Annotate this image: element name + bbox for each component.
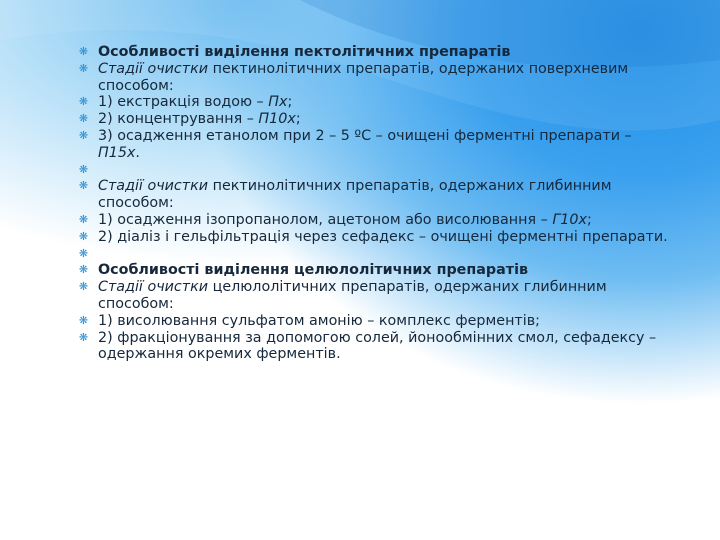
- bullet-icon: ❋: [78, 212, 89, 226]
- bullet-icon: ❋: [78, 280, 89, 294]
- bullet-text: 1) висолювання сульфатом амонію – комплекс ферментів;: [98, 312, 540, 329]
- bullet-item: [78, 229, 678, 246]
- bullet-item: [78, 111, 678, 128]
- bullet-text: Стадії очистки: [98, 60, 209, 77]
- bullet-icon: ❋: [78, 95, 89, 109]
- bullet-item: [78, 162, 678, 179]
- bullet-item: [78, 44, 678, 61]
- bullet-text: ;: [295, 111, 301, 128]
- bullet-icon: ❋: [78, 229, 89, 243]
- bullet-item: [78, 313, 678, 330]
- slide-body: [78, 44, 678, 363]
- bullet-icon: ❋: [78, 330, 89, 344]
- bullet-text: целюлолітичних препаратів, одержаних глибинним способом:: [98, 279, 607, 312]
- bullet-icon: ❋: [78, 162, 89, 176]
- bullet-icon: ❋: [78, 112, 89, 126]
- bullet-text: Стадії очистки: [98, 279, 209, 296]
- bullet-icon: ❋: [78, 45, 89, 58]
- bullet-text: 1) осадження ізопропанолом, ацетоном або висолювання –: [98, 211, 553, 228]
- bullet-item: [78, 94, 678, 111]
- bullet-text: Особливості виділення целюлолітичних препаратів: [98, 262, 529, 279]
- bullet-text: Пх: [268, 94, 288, 111]
- bullet-text: пектинолітичних препаратів, одержаних поверхневим способом:: [98, 60, 629, 94]
- bullet-icon: ❋: [78, 246, 89, 260]
- bullet-text: 3) осадження етанолом при 2 – 5 ºС – очищені ферментні препарати –: [98, 127, 632, 144]
- bullet-text: 1) екстракція водою –: [98, 94, 269, 111]
- bullet-icon: ❋: [78, 263, 89, 277]
- bullet-text: П15х: [98, 144, 136, 161]
- bullet-text: Г10х: [552, 211, 587, 228]
- bullet-text: 2) фракціонування за допомогою солей, йонообмінних смол, сефадексу – одержання окремих ферментів.: [98, 329, 657, 363]
- bullet-text: Стадії очистки: [98, 178, 209, 195]
- bullet-icon: ❋: [78, 61, 89, 75]
- bullet-text: .: [135, 144, 140, 161]
- bullet-text: ;: [287, 94, 293, 111]
- bullet-item: [78, 128, 678, 162]
- bullet-text: пектинолітичних препаратів, одержаних глибинним способом:: [98, 178, 612, 212]
- bullet-item: [78, 178, 678, 212]
- bullet-text: 2) концентрування –: [98, 111, 259, 128]
- bullet-text: Особливості виділення пектолітичних препаратів: [98, 44, 511, 60]
- bullet-icon: ❋: [78, 313, 89, 327]
- bullet-item: [78, 61, 678, 95]
- bullet-icon: ❋: [78, 128, 89, 142]
- bullet-item: [78, 246, 678, 263]
- bullet-text: П10х: [258, 111, 296, 128]
- bullet-text: ;: [586, 211, 592, 228]
- bullet-text: 2) діаліз і гельфільтрація через сефадекс – очищені ферментні препарати.: [98, 228, 668, 245]
- bullet-item: [78, 279, 678, 313]
- bullet-icon: ❋: [78, 179, 89, 193]
- bullet-item: [78, 212, 678, 229]
- bullet-item: [78, 330, 678, 364]
- bullet-item: [78, 262, 678, 279]
